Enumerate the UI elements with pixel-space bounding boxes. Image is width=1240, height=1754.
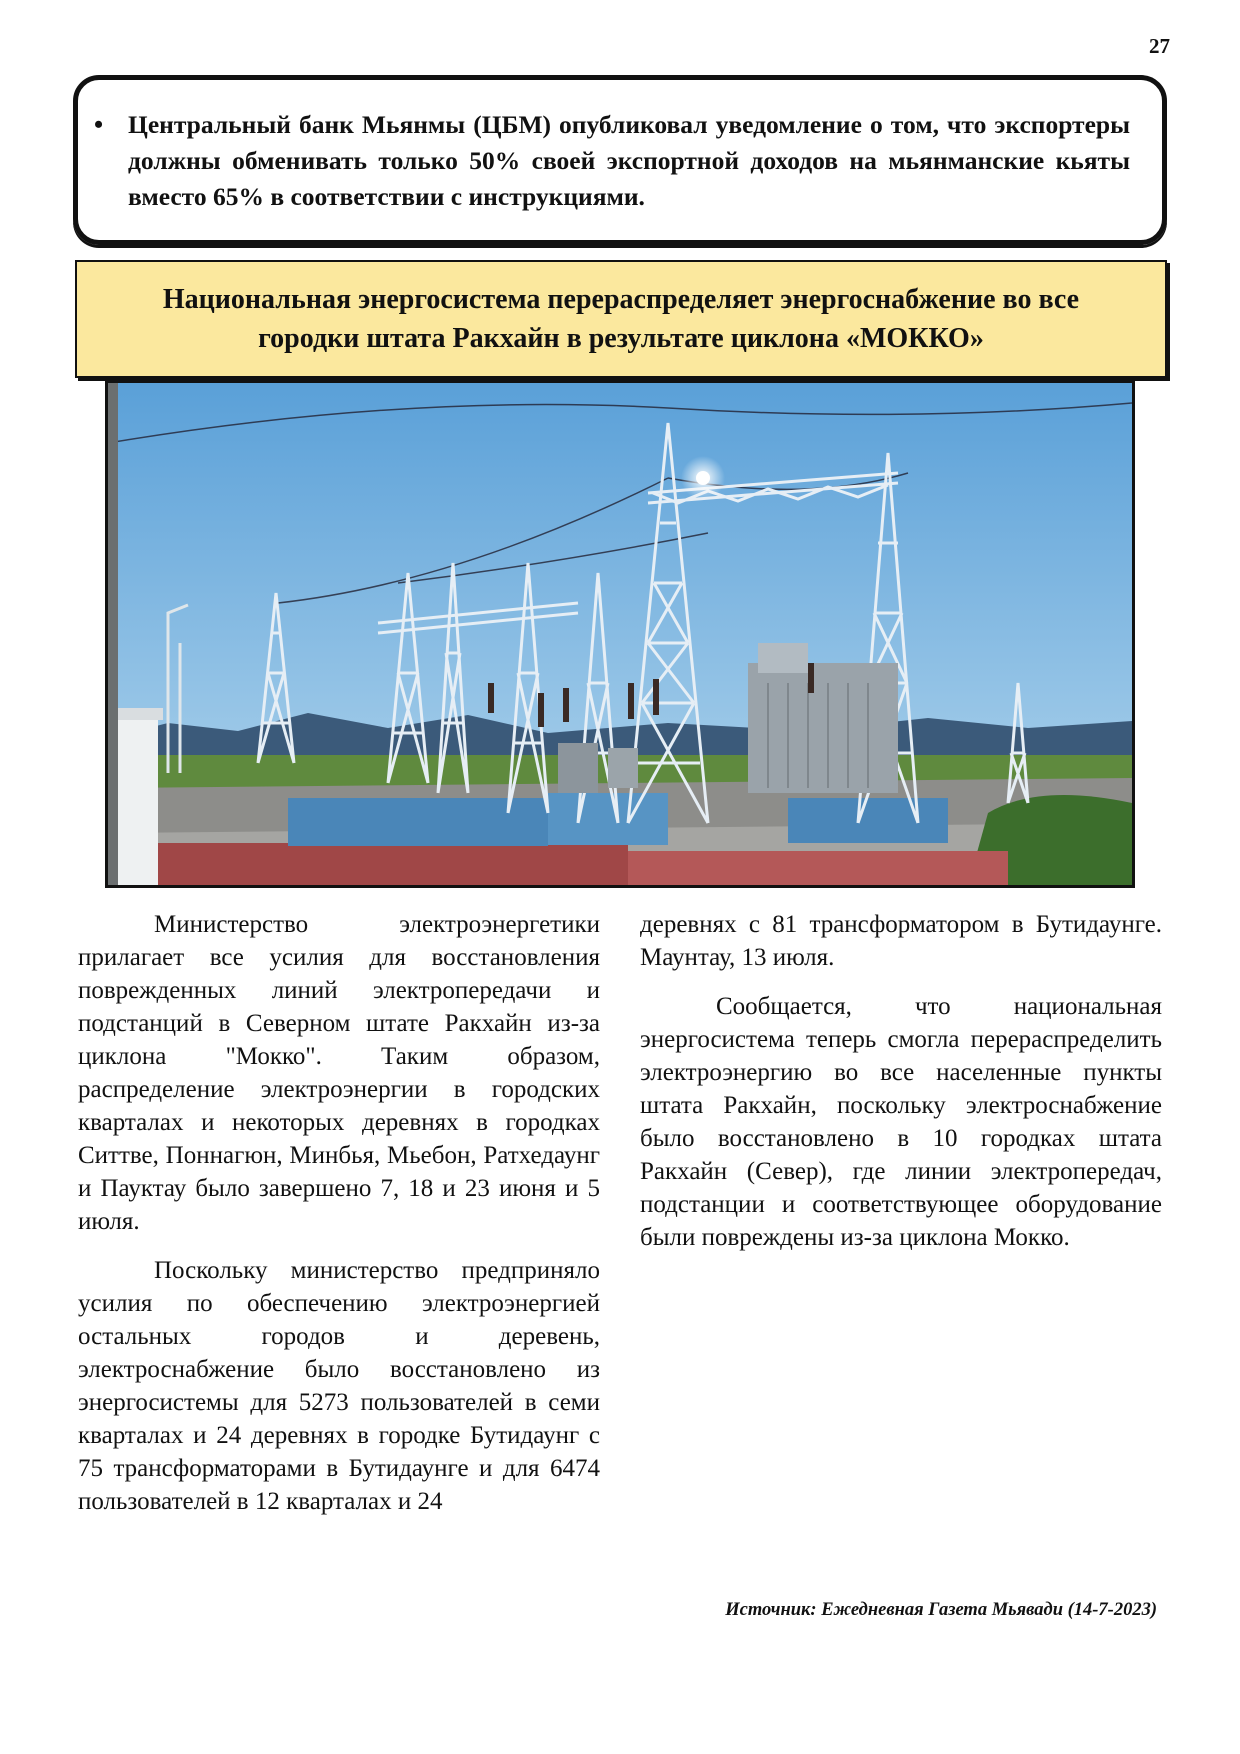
article-column-left: [78, 908, 600, 1534]
source-credit: Источник: Ежедневная Газета Мьявади (14-7-2023): [725, 1600, 1157, 1620]
substation-illustration: [108, 383, 1132, 885]
notice-box: [73, 75, 1167, 245]
article-paragraph: Сообщается, что национальная энергосистема теперь смогла перераспределить электроэнергию во все населенные пункты штата Ракхайн, поскольку электроснабжение было восстановлено в 10 городках штата Ракхайн (Север), где линии электропередач, подстанции и соответствующее оборудование были повреждены из-за циклона Мокко.: [640, 993, 1162, 1251]
headline-box: [75, 260, 1167, 378]
article-paragraph: деревнях с 81 трансформатором в Бутидаунге. Маунтау, 13 июля.: [640, 911, 1162, 971]
article-paragraph: Поскольку министерство предприняло усилия по обеспечению электроэнергией остальных городов и деревень, электроснабжение было восстановлено из энергосистемы для 5273 пользователей в семи кварталах и 24 деревнях в городке Бутидаунг с 75 трансформаторами в Бутидаунге и для 6474 пользователей в 12 кварталах и 24: [78, 1257, 600, 1515]
page-number: 27: [1149, 34, 1170, 58]
article-headline: Национальная энергосистема перераспределяет энергоснабжение во все городки штата Ракхайн в результате циклона «МОККО»: [162, 284, 1080, 354]
notice-item: • Центральный банк Мьянмы (ЦБМ) опубликовал уведомление о том, что экспортеры должны обменивать только 50% своей экспортной доходов на мьянманские кьяты вместо 65% в соответствии с инструкциями.: [128, 107, 1130, 215]
article-column-right: [640, 908, 1162, 1270]
article-paragraph: Министерство электроэнергетики прилагает все усилия для восстановления поврежденных линий электропередачи и подстанций в Северном штате Ракхайн из-за циклона "Мокко". Таким образом, распределение электроэнергии в городских кварталах и некоторых деревнях в городках Ситтве, Поннагюн, Минбья, Мьебон, Ратхедаунг и Пауктау было завершено 7, 18 и 23 июня и 5 июля.: [78, 911, 600, 1235]
substation-photo: [105, 380, 1135, 888]
